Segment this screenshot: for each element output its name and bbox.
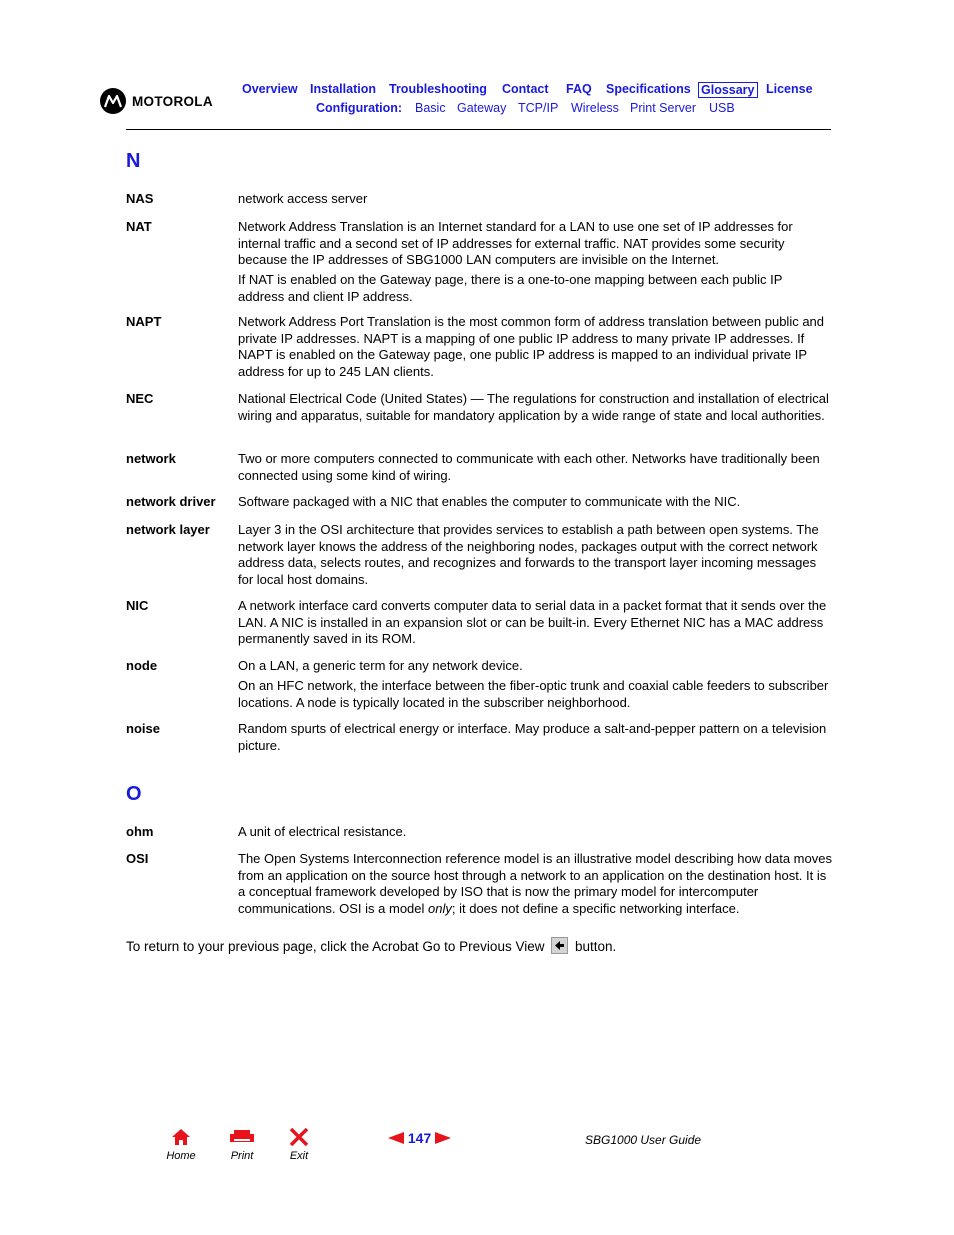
glossary-term: NAPT	[126, 314, 162, 329]
nav-contact[interactable]: Contact	[502, 82, 549, 96]
glossary-term: NIC	[126, 598, 149, 613]
next-page-icon[interactable]	[435, 1132, 451, 1144]
glossary-definition: Layer 3 in the OSI architecture that provides services to establish a path between open systems. The network layer knows the address of the neighboring nodes, packages output with the correct network address data, selects routes, and recognizes and forwards to the transport layer incoming messages for local host domains.	[238, 522, 819, 587]
config-label: Configuration:	[316, 101, 403, 115]
glossary-term: network layer	[126, 522, 210, 537]
glossary-term: node	[126, 658, 158, 673]
motorola-logo	[100, 88, 213, 114]
section-letter-o: O	[126, 783, 142, 805]
glossary-definition: National Electrical Code (United States) — The regulations for construction and installation of electrical wiring and apparatus, suitable for mandatory application by a wide range of state and local authorities.	[238, 391, 829, 423]
glossary-term: NAT	[126, 219, 152, 234]
nav-print-server[interactable]: Print Server	[630, 101, 696, 115]
glossary-definition: Two or more computers connected to communicate with each other. Networks have traditionally been connected using some kind of wiring.	[238, 451, 820, 483]
print-button[interactable]	[225, 1128, 259, 1162]
nav-overview[interactable]: Overview	[242, 82, 298, 96]
nav-usb[interactable]: USB	[709, 101, 735, 115]
return-instruction: To return to your previous page, click the Acrobat Go to Previous View button.	[126, 939, 617, 954]
home-button[interactable]	[163, 1128, 199, 1162]
exit-icon	[289, 1128, 309, 1146]
emphasis-text: only	[428, 900, 452, 916]
glossary-definition: Software packaged with a NIC that enables the computer to communicate with the NIC.	[238, 494, 741, 509]
nav-faq[interactable]: FAQ	[566, 82, 592, 96]
glossary-definition: A network interface card converts computer data to serial data in a packet format that it sends over the LAN. A NIC is installed in an expansion slot or can be built-in. Every Ethernet NIC has a MAC address permanently saved in its ROM.	[238, 598, 827, 646]
print-icon	[228, 1128, 256, 1146]
page-number: 147	[407, 1130, 432, 1146]
home-icon	[171, 1128, 191, 1146]
nav-installation[interactable]: Installation	[310, 82, 376, 96]
glossary-definition: On a LAN, a generic term for any network device.	[238, 658, 523, 673]
print-label: Print	[230, 1150, 254, 1162]
glossary-term: network	[126, 451, 176, 466]
brand-name: MOTOROLA	[132, 93, 213, 109]
glossary-term: NEC	[126, 391, 154, 406]
page-navigator	[388, 1130, 451, 1146]
glossary-term: noise	[126, 721, 160, 736]
glossary-term: OSI	[126, 851, 149, 866]
glossary-definition: network access server	[238, 191, 368, 206]
glossary-definition: Network Address Port Translation is the most common form of address translation between public and private IP addresses. NAPT is a mapping of one public IP address to many private IP addresses. If NAPT is enabled on the Gateway page, one public IP address is mapped to an individual private IP address for up to 245 LAN clients.	[238, 314, 825, 379]
nav-license[interactable]: License	[766, 82, 813, 96]
glossary-term: ohm	[126, 824, 154, 839]
glossary-definition: If NAT is enabled on the Gateway page, there is a one-to-one mapping between each public IP address and client IP address.	[238, 272, 783, 304]
nav-basic[interactable]: Basic	[415, 101, 446, 115]
section-letter-n: N	[126, 150, 141, 172]
back-arrow-icon[interactable]	[551, 937, 568, 954]
glossary-definition: A unit of electrical resistance.	[238, 824, 407, 839]
prev-page-icon[interactable]	[388, 1132, 404, 1144]
page-footer	[0, 1126, 954, 1176]
glossary-definition: Random spurts of electrical energy or interface. May produce a salt-and-pepper pattern on a television picture.	[238, 721, 827, 753]
glossary-definition: On an HFC network, the interface between the fiber-optic trunk and coaxial cable feeders to subscriber locations. A node is typically located in the subscriber neighborhood.	[238, 678, 829, 710]
nav-tcpip[interactable]: TCP/IP	[518, 101, 559, 115]
nav-glossary[interactable]: Glossary	[698, 82, 758, 98]
glossary-term: NAS	[126, 191, 154, 206]
guide-title: SBG1000 User Guide	[585, 1133, 702, 1147]
motorola-logo-icon	[100, 88, 126, 114]
glossary-definition: Network Address Translation is an Internet standard for a LAN to use one set of IP addresses for internal traffic and a second set of IP addresses for external traffic. NAT provides some security because the IP addresses of SBG1000 LAN computers are invisible on the Internet.	[238, 219, 793, 267]
nav-troubleshooting[interactable]: Troubleshooting	[389, 82, 487, 96]
glossary-term: network driver	[126, 494, 216, 509]
nav-gateway[interactable]: Gateway	[457, 101, 507, 115]
glossary-definition: The Open Systems Interconnection reference model is an illustrative model describing how data moves from an application on the source host through a network to an application on the destination host. It is a conceptual framework developed by ISO that is now the primary model for intercomputer communications. OSI is a model only; it does not define a specific networking interface.	[238, 851, 832, 916]
header-divider	[126, 129, 831, 130]
nav-wireless[interactable]: Wireless	[571, 101, 619, 115]
exit-label: Exit	[289, 1150, 309, 1162]
nav-specifications[interactable]: Specifications	[606, 82, 691, 96]
exit-button[interactable]	[284, 1128, 314, 1162]
home-label: Home	[166, 1150, 196, 1162]
